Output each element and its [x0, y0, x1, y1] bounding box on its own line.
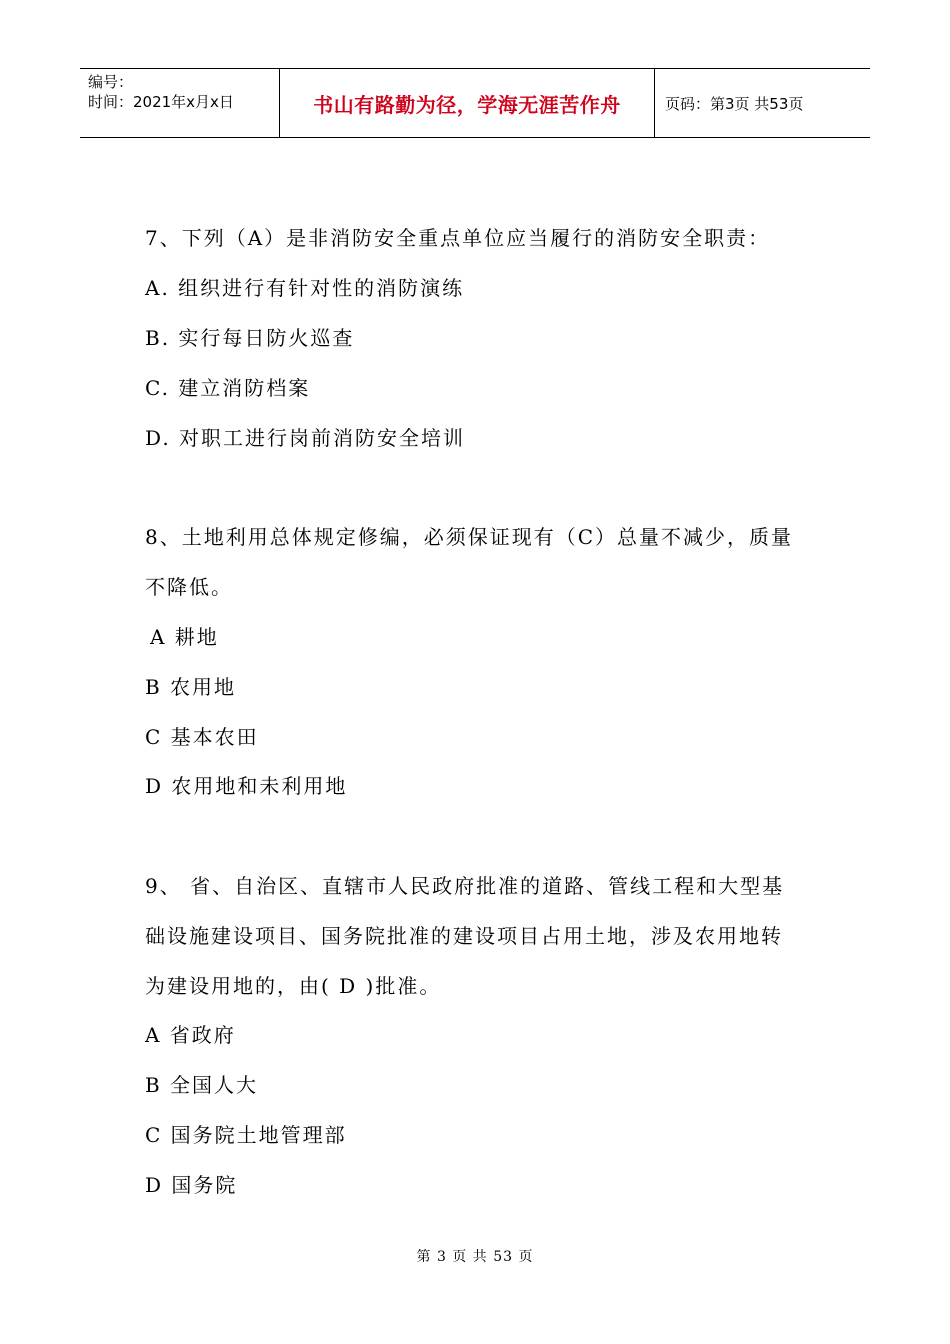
q9-option-c: C 国务院土地管理部 — [145, 1123, 347, 1147]
q8-stem-line1: 8、土地利用总体规定修编，必须保证现有（C）总量不减少，质量 — [145, 525, 794, 549]
q9-stem-line1: 9、 省、自治区、直辖市人民政府批准的道路、管线工程和大型基 — [145, 874, 785, 898]
header-motto: 书山有路勤为径，学海无涯苦作舟 — [280, 69, 655, 137]
header-meta — [80, 69, 280, 137]
q7-stem: 7、下列（A）是非消防安全重点单位应当履行的消防安全职责： — [145, 226, 771, 250]
header-page-info: 页码：第3页 共53页 — [665, 94, 804, 113]
q9-option-b: B 全国人大 — [145, 1073, 259, 1097]
q9-option-d: D 国务院 — [145, 1173, 238, 1197]
q8-option-a: A 耕地 — [150, 625, 219, 649]
number-label: 编号： — [88, 73, 134, 91]
q9-stem-line2: 础设施建设项目、国务院批准的建设项目占用土地，涉及农用地转 — [145, 924, 783, 948]
q7-option-b: B. 实行每日防火巡查 — [145, 326, 355, 350]
q7-option-c: C. 建立消防档案 — [145, 376, 311, 400]
page-footer: 第 3 页 共 53 页 — [416, 1249, 534, 1265]
q8-option-c: C 基本农田 — [145, 725, 259, 749]
page-header — [80, 68, 870, 138]
q9-stem-line3: 为建设用地的，由( D )批准。 — [145, 974, 442, 998]
q8-stem-line2: 不降低。 — [145, 575, 233, 599]
q8-option-d: D 农用地和未利用地 — [145, 774, 348, 798]
q7-option-a: A. 组织进行有针对性的消防演练 — [145, 276, 465, 300]
time-label: 时间：2021年x月x日 — [88, 93, 234, 111]
q9-option-a: A 省政府 — [145, 1023, 236, 1047]
q8-option-b: B 农用地 — [145, 675, 237, 699]
q7-option-d: D. 对职工进行岗前消防安全培训 — [145, 426, 466, 450]
